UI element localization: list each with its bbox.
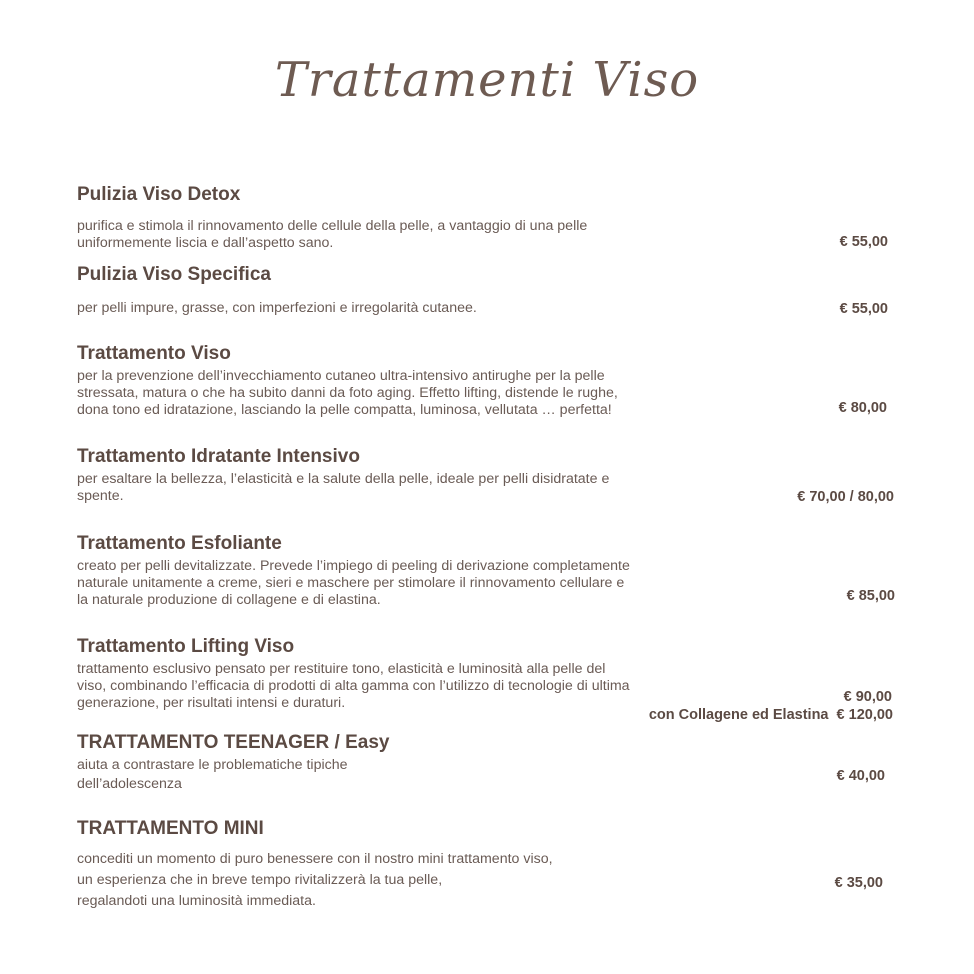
menu-item-trattamento-mini xyxy=(77,817,917,912)
item-price: € 70,00 / 80,00 xyxy=(797,489,894,505)
item-description: per la prevenzione dell’invecchiamento cutaneo ultra-intensivo antirughe per la pelle stressata, matura o che ha subito danni da foto aging. Effetto lifting, distende le rughe, dona tono ed idratazione, lasciando la pelle compatta, luminosa, vellutata … perfetta! xyxy=(77,368,618,418)
item-price: € 55,00 xyxy=(839,234,888,250)
item-price: € 85,00 xyxy=(846,588,895,604)
menu-item-trattamento-viso xyxy=(77,342,917,419)
item-description: per pelli impure, grasse, con imperfezioni e irregolarità cutanee. xyxy=(77,300,477,316)
menu-item-trattamento-lifting-viso xyxy=(77,635,917,712)
item-name: Trattamento Lifting Viso xyxy=(77,636,295,657)
item-name: TRATTAMENTO TEENAGER / Easy xyxy=(77,732,390,753)
item-price: € 90,00 xyxy=(843,689,892,705)
item-name: Trattamento Idratante Intensivo xyxy=(77,446,360,467)
item-price: € 80,00 xyxy=(838,400,887,416)
item-name: TRATTAMENTO MINI xyxy=(77,818,264,839)
item-description: trattamento esclusivo pensato per restituire tono, elasticità e luminosità alla pelle del viso, combinando l’efficacia di prodotti di alta gamma con l’utilizzo di tecnologie di ultima generazione, per risultati intensi e duraturi. xyxy=(77,661,630,711)
item-price: € 55,00 xyxy=(839,301,888,317)
menu-item-pulizia-viso-specifica xyxy=(77,263,917,317)
menu-item-trattamento-esfoliante xyxy=(77,532,917,609)
item-name: Pulizia Viso Detox xyxy=(77,184,241,205)
menu-item-trattamento-idratante-intensivo xyxy=(77,445,917,505)
menu-item-pulizia-viso-detox xyxy=(77,183,917,252)
menu-item-trattamento-teenager xyxy=(77,731,917,794)
item-description: aiuta a contrastare le problematiche tipiche dell’adolescenza xyxy=(77,757,348,792)
item-description: per esaltare la bellezza, l’elasticità e la salute della pelle, ideale per pelli disidratate e spente. xyxy=(77,471,610,504)
item-description: concediti un momento di puro benessere con il nostro mini trattamento viso, un esperienza che in breve tempo rivitalizzerà la tua pelle, regalandoti una luminosità immediata. xyxy=(77,851,553,909)
page-title: Trattamenti Viso xyxy=(274,52,700,108)
item-extra-price: con Collagene ed Elastina € 120,00 xyxy=(648,707,893,723)
item-price: € 40,00 xyxy=(836,768,885,784)
item-description: purifica e stimola il rinnovamento delle cellule della pelle, a vantaggio di una pelle uniformemente liscia e dall’aspetto sano. xyxy=(77,218,588,251)
item-price: € 35,00 xyxy=(834,875,883,891)
item-name: Trattamento Esfoliante xyxy=(77,533,282,554)
item-description: creato per pelli devitalizzate. Prevede l’impiego di peeling di derivazione completamente naturale unitamente a creme, sieri e maschere per stimolare il rinnovamento cellulare e la naturale produzione di collagene e di elastina. xyxy=(77,558,630,608)
item-name: Trattamento Viso xyxy=(77,343,231,364)
item-name: Pulizia Viso Specifica xyxy=(77,264,271,285)
